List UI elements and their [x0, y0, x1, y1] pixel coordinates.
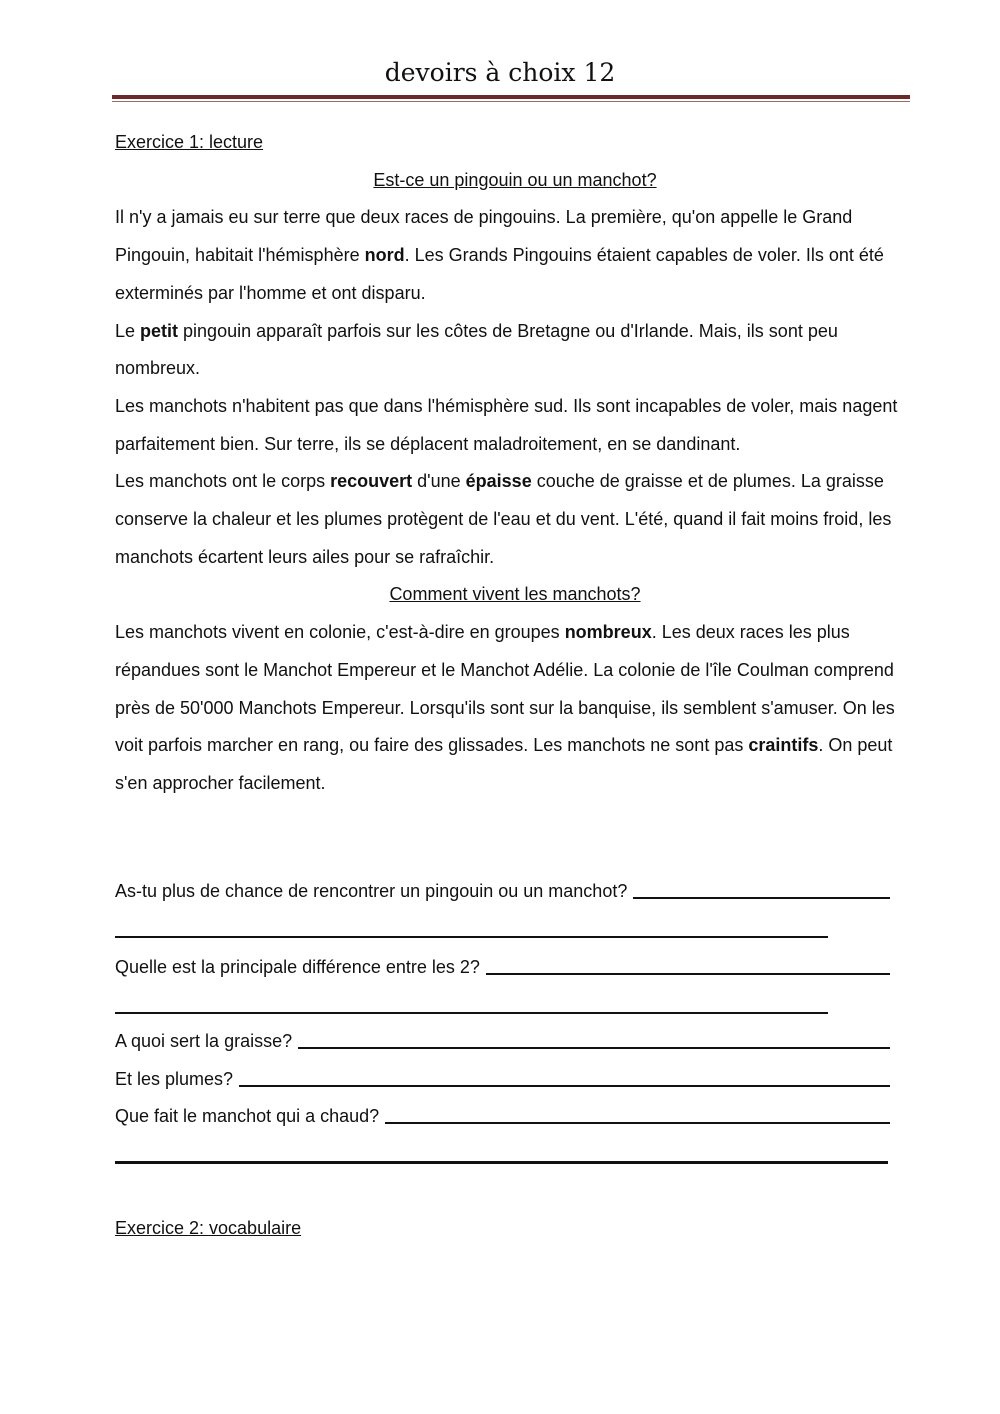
question-2: Quelle est la principale différence entre les 2?: [115, 957, 890, 978]
page-title: devoirs à choix 12: [384, 58, 616, 87]
paragraph-5: Les manchots vivent en colonie, c'est-à-dire en groupes nombreux. Les deux races les plus répandues sont le Manchot Empereur et le Manchot Adélie. La colonie de l'île Coulman comprend près de 50'000 Manchots Empereur. Lorsqu'ils sont sur la banquise, ils semblent s'amuser. On les voit parfois marcher en rang, ou faire des glissades. Les manchots ne sont pas craintifs. On peut s'en approcher facilement.: [115, 622, 895, 793]
question-3: A quoi sert la graisse?: [115, 1031, 890, 1052]
paragraph-1: Il n'y a jamais eu sur terre que deux races de pingouins. La première, qu'on appelle le Grand Pingouin, habitait l'hémisphère nord. Les Grands Pingouins étaient capables de voler. Ils ont été exterminés par l'homme et ont disparu.: [115, 207, 884, 303]
question-1: As-tu plus de chance de rencontrer un pingouin ou un manchot?: [115, 881, 890, 902]
subtitle-manchots: Comment vivent les manchots?: [389, 584, 641, 605]
answer-line[interactable]: [486, 972, 890, 975]
answer-line[interactable]: [385, 1121, 890, 1124]
question-5: Que fait le manchot qui a chaud?: [115, 1106, 890, 1127]
paragraph-3: Les manchots n'habitent pas que dans l'hémisphère sud. Ils sont incapables de voler, mais nagent parfaitement bien. Sur terre, ils se déplacent maladroitement, en se dandinant.: [115, 395, 898, 454]
answer-line[interactable]: [239, 1084, 890, 1087]
answer-line[interactable]: [633, 896, 890, 899]
answer-line[interactable]: [115, 1161, 888, 1164]
paragraph-2: Le petit pingouin apparaît parfois sur les côtes de Bretagne ou d'Irlande. Mais, ils sont peu nombreux.: [115, 320, 838, 379]
header-rule: [112, 95, 910, 99]
header-rule-thin: [112, 101, 910, 102]
exercise2-heading: Exercice 2: vocabulaire: [115, 1218, 302, 1238]
reading-text: [115, 124, 915, 803]
exercise1-heading: Exercice 1: lecture: [115, 132, 264, 152]
paragraph-4: Les manchots ont le corps recouvert d'une épaisse couche de graisse et de plumes. La graisse conserve la chaleur et les plumes protègent de l'eau et du vent. L'été, quand il fait moins froid, les manchots écartent leurs ailes pour se rafraîchir.: [115, 471, 892, 567]
answer-line[interactable]: [115, 936, 828, 938]
answer-line[interactable]: [115, 1012, 828, 1014]
answer-line[interactable]: [298, 1046, 890, 1049]
question-4: Et les plumes?: [115, 1069, 890, 1090]
subtitle-pingouin: Est-ce un pingouin ou un manchot?: [373, 169, 657, 190]
